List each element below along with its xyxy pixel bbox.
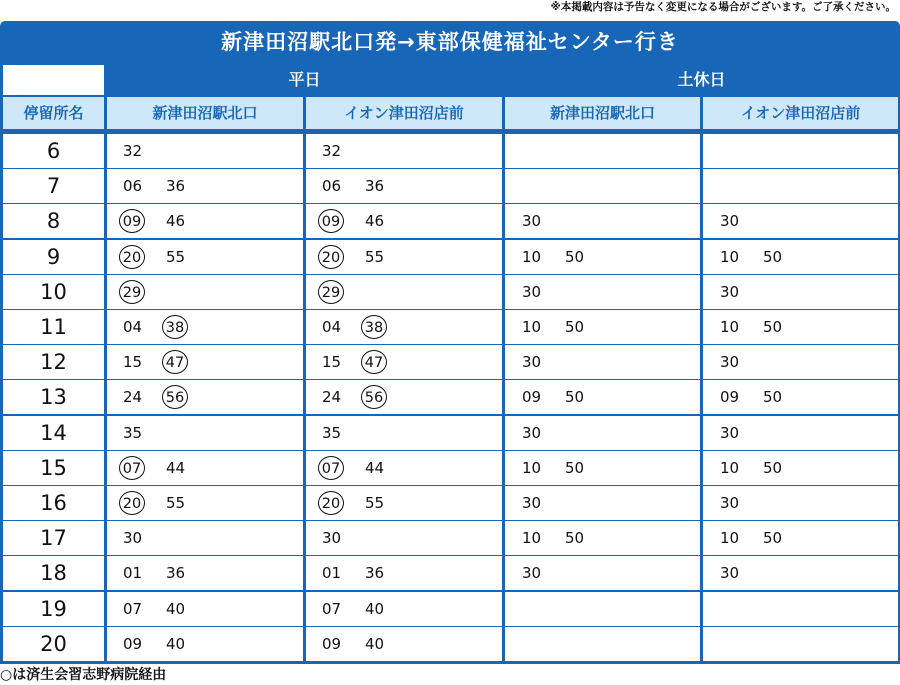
hour-cell: 7 <box>3 169 104 203</box>
departure-minute: 50 <box>565 248 585 266</box>
legend-note: ○は済生会習志野病院経由 <box>0 667 167 683</box>
time-cell <box>107 486 303 520</box>
departure-minute: 50 <box>763 459 783 477</box>
hour-cell: 10 <box>3 275 104 309</box>
departure-minute: 36 <box>166 177 186 195</box>
time-cell <box>703 275 898 309</box>
hour-cell: 15 <box>3 451 104 485</box>
time-cell <box>306 592 502 626</box>
time-cell <box>306 416 502 450</box>
hour-cell: 19 <box>3 592 104 626</box>
group-weekday: 平日 <box>107 65 502 95</box>
departure-minute: 04 <box>123 318 143 336</box>
departure-minute: 30 <box>522 424 542 442</box>
time-cell <box>703 592 898 626</box>
time-cell <box>703 345 898 379</box>
departure-minute: 07 <box>322 600 342 618</box>
time-cell <box>703 310 898 344</box>
departure-minute: 55 <box>166 494 186 512</box>
departure-minute: 10 <box>522 248 542 266</box>
disclaimer-note: ※本掲載内容は予告なく変更になる場合がございます。ご了承ください。 <box>550 1 896 13</box>
time-cell <box>703 134 898 168</box>
time-cell <box>703 240 898 274</box>
departure-minute: 10 <box>720 459 740 477</box>
hour-cell: 14 <box>3 416 104 450</box>
circled-departure-minute: 38 <box>162 315 188 339</box>
time-cell <box>107 451 303 485</box>
circled-departure-minute: 20 <box>318 491 344 515</box>
departure-minute: 32 <box>123 142 143 160</box>
departure-minute: 50 <box>565 529 585 547</box>
departure-minute: 46 <box>365 212 385 230</box>
time-cell <box>505 521 700 555</box>
time-cell <box>703 204 898 238</box>
time-cell <box>505 380 700 414</box>
timetable-title: 新津田沼駅北口発→東部保健福祉センター行き <box>221 30 679 54</box>
departure-minute: 50 <box>763 318 783 336</box>
departure-minute: 09 <box>522 388 542 406</box>
hour-cell: 8 <box>3 204 104 238</box>
time-cell <box>107 521 303 555</box>
departure-minute: 10 <box>720 318 740 336</box>
departure-minute: 44 <box>166 459 186 477</box>
hour-cell: 9 <box>3 240 104 274</box>
circled-departure-minute: 47 <box>361 350 387 374</box>
departure-minute: 36 <box>365 564 385 582</box>
time-cell <box>107 169 303 203</box>
time-cell <box>703 416 898 450</box>
departure-minute: 30 <box>522 353 542 371</box>
hour-cell: 11 <box>3 310 104 344</box>
departure-minute: 10 <box>522 318 542 336</box>
time-cell <box>306 486 502 520</box>
stop-name-header: 停留所名 <box>3 97 104 129</box>
time-cell <box>306 169 502 203</box>
time-cell <box>505 486 700 520</box>
departure-minute: 44 <box>365 459 385 477</box>
hour-cell: 6 <box>3 134 104 168</box>
departure-minute: 50 <box>763 248 783 266</box>
hour-cell: 17 <box>3 521 104 555</box>
time-cell <box>306 310 502 344</box>
departure-minute: 50 <box>763 529 783 547</box>
time-cell <box>107 275 303 309</box>
circled-departure-minute: 09 <box>318 209 344 233</box>
departure-minute: 04 <box>322 318 342 336</box>
departure-minute: 15 <box>123 353 143 371</box>
departure-minute: 36 <box>365 177 385 195</box>
departure-minute: 50 <box>565 318 585 336</box>
circled-departure-minute: 29 <box>119 280 145 304</box>
time-cell <box>306 556 502 590</box>
departure-minute: 01 <box>322 564 342 582</box>
hour-cell: 12 <box>3 345 104 379</box>
departure-minute: 07 <box>123 600 143 618</box>
time-cell <box>505 627 700 661</box>
departure-minute: 50 <box>565 459 585 477</box>
departure-minute: 30 <box>720 212 740 230</box>
departure-minute: 40 <box>365 600 385 618</box>
time-cell <box>306 380 502 414</box>
hour-cell: 18 <box>3 556 104 590</box>
stop-header-holiday-station: 新津田沼駅北口 <box>505 97 700 129</box>
departure-minute: 32 <box>322 142 342 160</box>
departure-minute: 30 <box>522 494 542 512</box>
time-cell <box>306 204 502 238</box>
departure-minute: 30 <box>720 283 740 301</box>
time-cell <box>505 169 700 203</box>
departure-minute: 24 <box>322 388 342 406</box>
departure-minute: 36 <box>166 564 186 582</box>
departure-minute: 06 <box>322 177 342 195</box>
time-cell <box>107 345 303 379</box>
circled-departure-minute: 29 <box>318 280 344 304</box>
time-cell <box>306 240 502 274</box>
time-cell <box>107 627 303 661</box>
time-cell <box>306 451 502 485</box>
time-cell <box>306 345 502 379</box>
departure-minute: 35 <box>123 424 143 442</box>
corner-blank <box>3 65 104 95</box>
time-cell <box>505 240 700 274</box>
time-cell <box>107 380 303 414</box>
time-cell <box>306 627 502 661</box>
circled-departure-minute: 56 <box>162 385 188 409</box>
time-cell <box>107 310 303 344</box>
time-cell <box>505 275 700 309</box>
time-cell <box>505 134 700 168</box>
departure-minute: 30 <box>522 283 542 301</box>
departure-minute: 35 <box>322 424 342 442</box>
time-cell <box>703 521 898 555</box>
circled-departure-minute: 47 <box>162 350 188 374</box>
departure-minute: 30 <box>720 353 740 371</box>
time-cell <box>505 345 700 379</box>
time-cell <box>107 556 303 590</box>
time-cell <box>703 380 898 414</box>
departure-minute: 10 <box>522 459 542 477</box>
time-cell <box>107 240 303 274</box>
departure-minute: 55 <box>166 248 186 266</box>
departure-minute: 10 <box>720 529 740 547</box>
departure-minute: 30 <box>720 494 740 512</box>
time-cell <box>505 556 700 590</box>
departure-minute: 09 <box>720 388 740 406</box>
time-cell <box>703 627 898 661</box>
departure-minute: 10 <box>720 248 740 266</box>
circled-departure-minute: 20 <box>119 245 145 269</box>
circled-departure-minute: 20 <box>318 245 344 269</box>
time-cell <box>505 451 700 485</box>
time-cell <box>703 556 898 590</box>
departure-minute: 01 <box>123 564 143 582</box>
hour-cell: 16 <box>3 486 104 520</box>
departure-minute: 15 <box>322 353 342 371</box>
departure-minute: 10 <box>522 529 542 547</box>
circled-departure-minute: 09 <box>119 209 145 233</box>
departure-minute: 30 <box>720 424 740 442</box>
stop-header-weekday-aeon: イオン津田沼店前 <box>306 97 502 129</box>
timetable <box>0 21 900 664</box>
circled-departure-minute: 07 <box>318 456 344 480</box>
departure-minute: 30 <box>322 529 342 547</box>
departure-minute: 46 <box>166 212 186 230</box>
time-cell <box>107 592 303 626</box>
departure-minute: 30 <box>123 529 143 547</box>
departure-minute: 55 <box>365 494 385 512</box>
time-cell <box>505 416 700 450</box>
departure-minute: 06 <box>123 177 143 195</box>
departure-minute: 24 <box>123 388 143 406</box>
hour-cell: 20 <box>3 627 104 661</box>
time-cell <box>306 521 502 555</box>
departure-minute: 40 <box>166 600 186 618</box>
circled-departure-minute: 56 <box>361 385 387 409</box>
departure-minute: 30 <box>522 212 542 230</box>
time-cell <box>505 592 700 626</box>
time-cell <box>703 451 898 485</box>
time-cell <box>107 134 303 168</box>
time-cell <box>107 416 303 450</box>
departure-minute: 55 <box>365 248 385 266</box>
time-cell <box>107 204 303 238</box>
hour-cell: 13 <box>3 380 104 414</box>
departure-minute: 30 <box>720 564 740 582</box>
departure-minute: 09 <box>322 635 342 653</box>
departure-minute: 30 <box>522 564 542 582</box>
departure-minute: 40 <box>166 635 186 653</box>
time-cell <box>505 204 700 238</box>
circled-departure-minute: 07 <box>119 456 145 480</box>
departure-minute: 40 <box>365 635 385 653</box>
time-cell <box>306 275 502 309</box>
circled-departure-minute: 20 <box>119 491 145 515</box>
group-holiday: 土休日 <box>505 65 898 95</box>
stop-header-holiday-aeon: イオン津田沼店前 <box>703 97 898 129</box>
time-cell <box>505 310 700 344</box>
stop-header-weekday-station: 新津田沼駅北口 <box>107 97 303 129</box>
departure-minute: 50 <box>565 388 585 406</box>
circled-departure-minute: 38 <box>361 315 387 339</box>
time-cell <box>703 486 898 520</box>
time-cell <box>703 169 898 203</box>
departure-minute: 50 <box>763 388 783 406</box>
time-cell <box>306 134 502 168</box>
departure-minute: 09 <box>123 635 143 653</box>
